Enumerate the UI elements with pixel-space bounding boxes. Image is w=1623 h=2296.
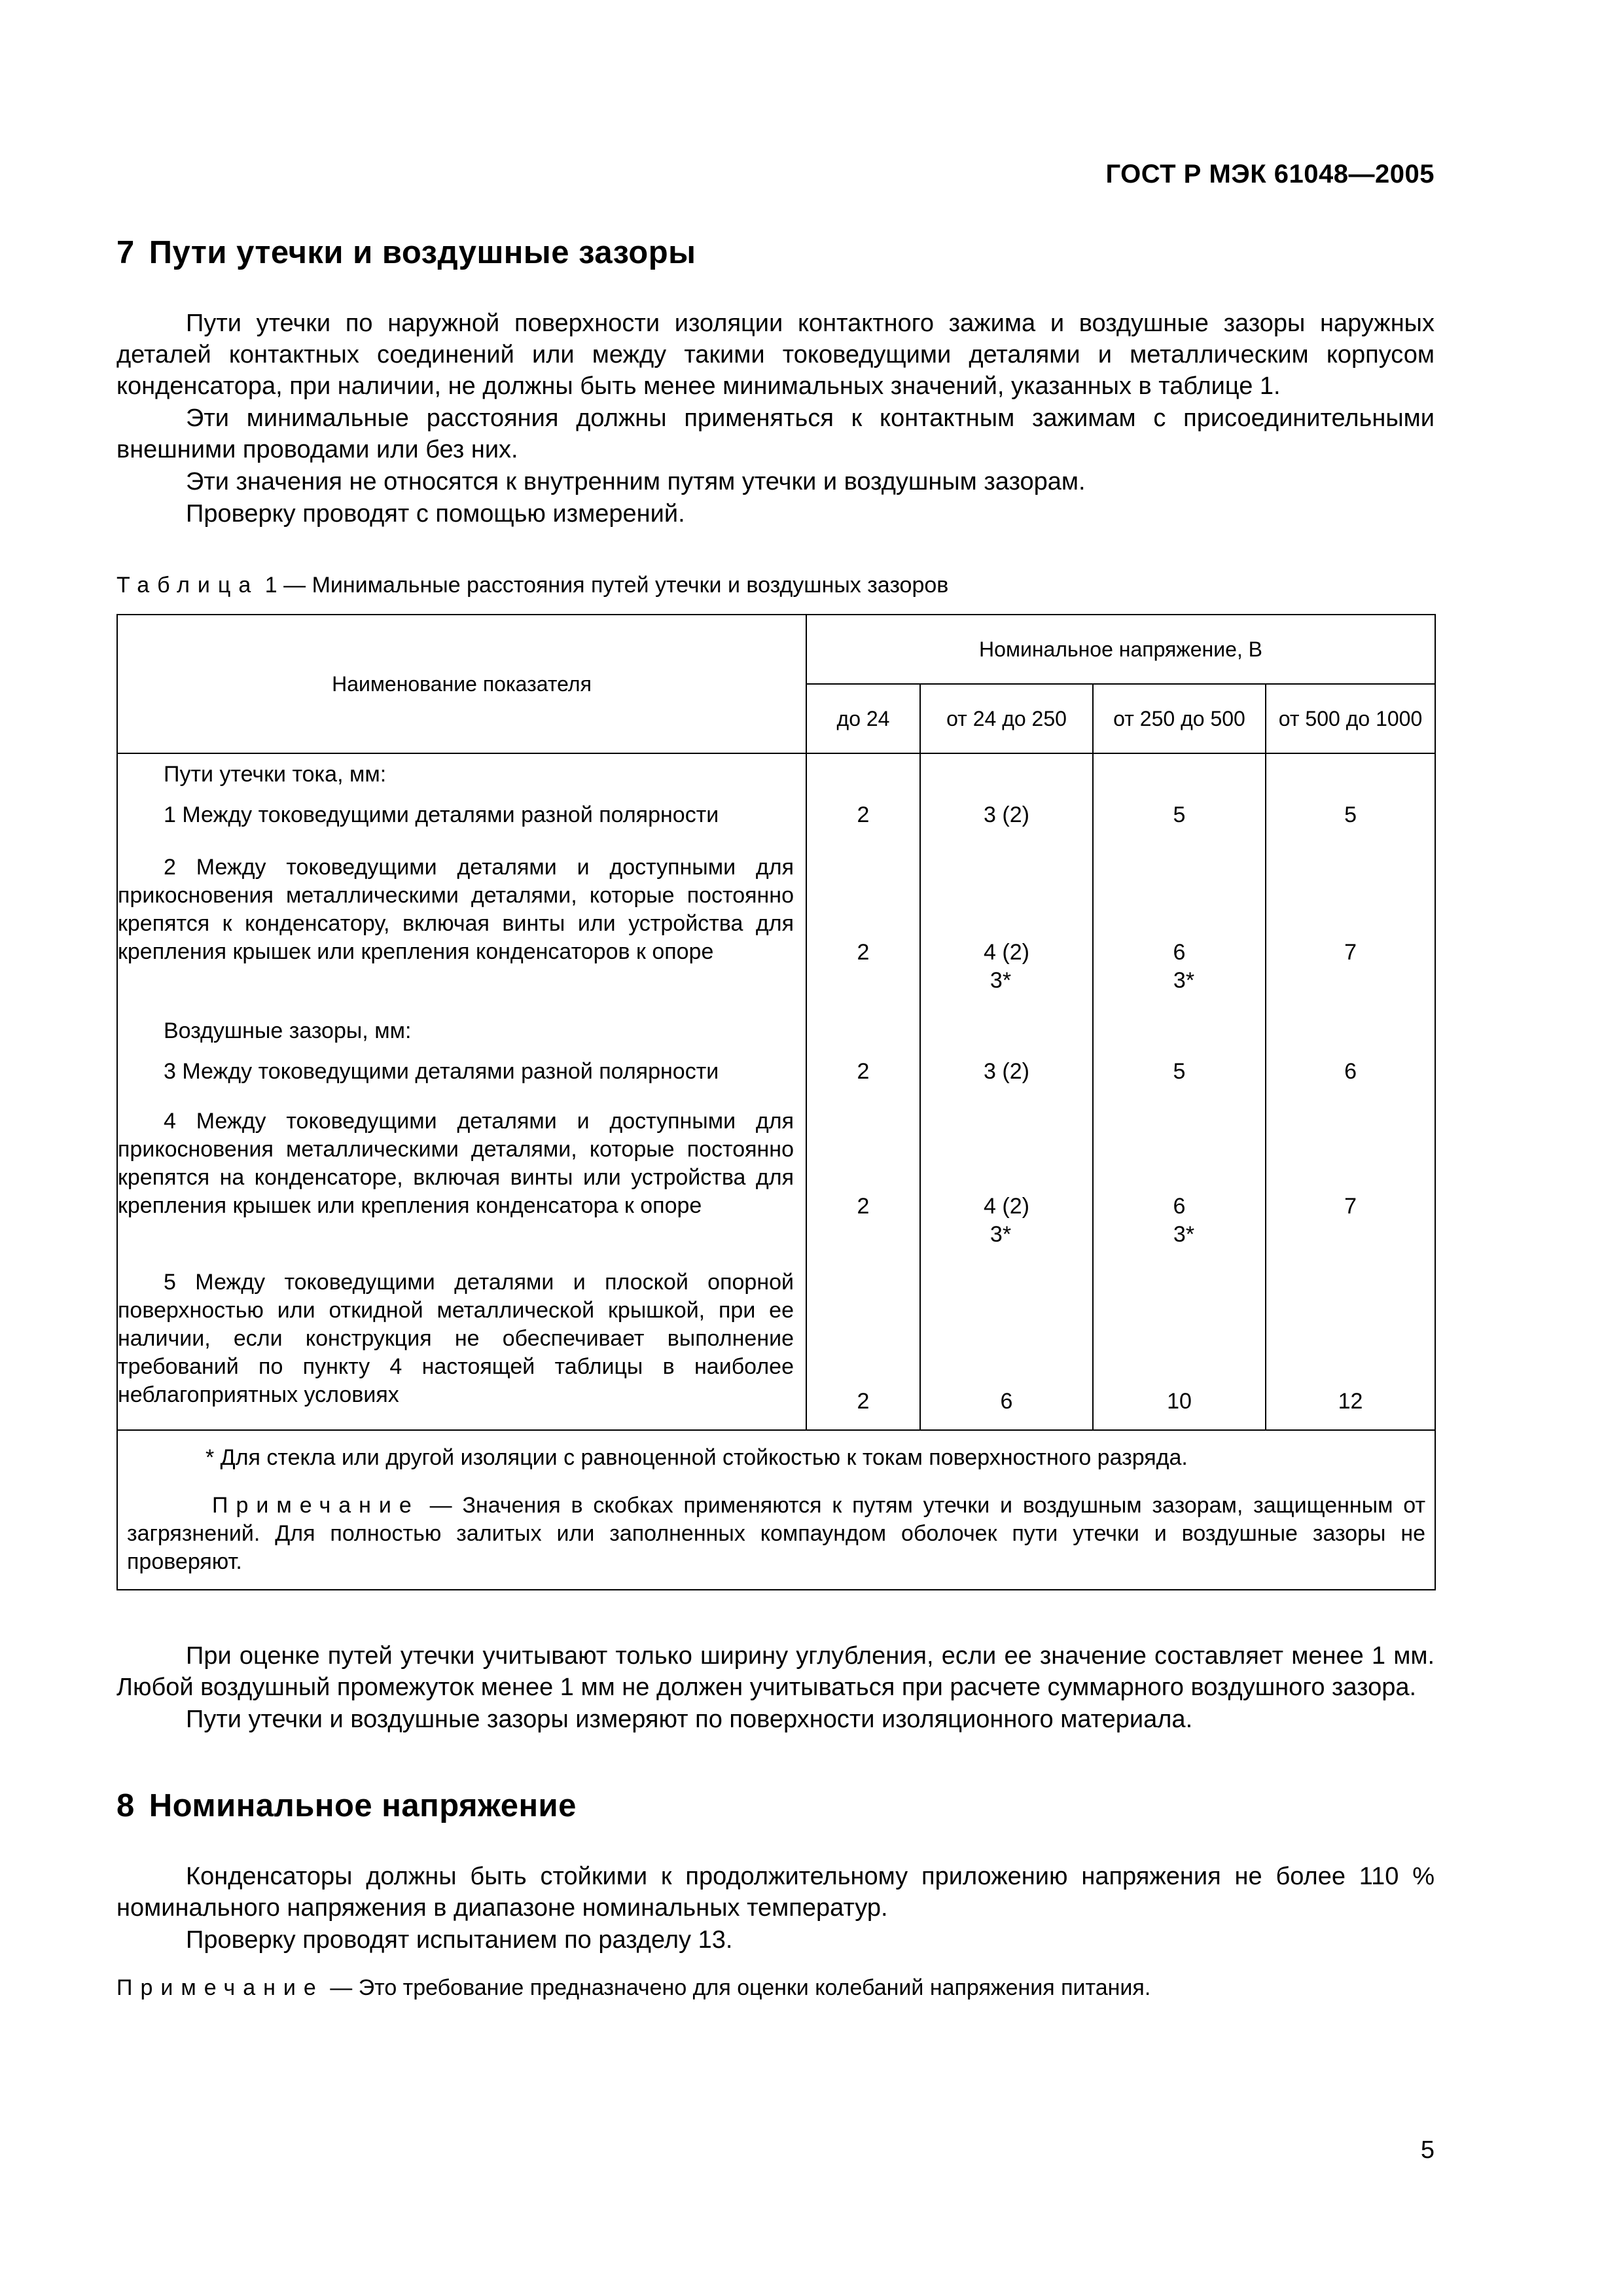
- table-caption-text: 1 — Минимальные расстояния путей утечки и воздушных зазоров: [264, 573, 949, 598]
- table-note: [127, 1492, 1425, 1576]
- table-cell: 2: [857, 940, 870, 965]
- column-header-voltage: Номинальное напряжение, В: [806, 615, 1435, 684]
- table-cell: 2: [857, 802, 870, 827]
- table-value-column: [1093, 753, 1266, 1430]
- table-cell: 4 (2): [984, 1194, 1029, 1219]
- table-cell: 4 (2): [984, 940, 1029, 965]
- page-number: 5: [1420, 2136, 1435, 2164]
- table-value-column: [1266, 753, 1435, 1430]
- section-8-note-text: — Это требование предназначено для оценки колебаний напряжения питания.: [323, 1975, 1151, 2000]
- section-7-paragraph: Пути утечки по наружной поверхности изоляции контактного зажима и воздушные зазоры наружных деталей контактных соединений или между такими токоведущими деталями и металлическим корпусом конденсатора, при наличии, не должны быть менее минимальных значений, указанных в таблице 1.: [116, 310, 1435, 400]
- paragraph: Пути утечки и воздушные зазоры измеряют по поверхности изоляционного материала.: [186, 1706, 1193, 1733]
- section-7-title-text: Пути утечки и воздушные зазоры: [149, 235, 696, 270]
- page-header-standard: ГОСТ Р МЭК 61048—2005: [1105, 160, 1435, 188]
- section-7-paragraph: Эти значения не относятся к внутренним путям утечки и воздушным зазорам.: [186, 468, 1086, 495]
- table-cell: 6: [1344, 1059, 1357, 1084]
- section-7-title: [116, 234, 1435, 271]
- data-table: [116, 614, 1436, 1590]
- table-cell: 5: [1173, 802, 1186, 827]
- table-row-text: 3 Между токоведущими деталями разной полярности: [164, 1059, 719, 1084]
- table-cell-footnote-value: 3*: [1173, 968, 1195, 993]
- table-group-label: Воздушные зазоры, мм:: [164, 1018, 412, 1043]
- section-8-title-text: Номинальное напряжение: [149, 1788, 577, 1823]
- table-cell: 2: [857, 1194, 870, 1219]
- column-header-voltage-range: до 24: [806, 684, 920, 753]
- table-caption-label: Таблица: [116, 573, 259, 598]
- table-cell: 6: [1000, 1389, 1013, 1414]
- section-8-note: [116, 1975, 1435, 2001]
- table-value-column: [920, 753, 1093, 1430]
- section-8-note-label: Примечание: [116, 1975, 324, 2000]
- table-row-text: 1 Между токоведущими деталями разной полярности: [164, 802, 719, 827]
- page-content: [116, 229, 1435, 2001]
- table-cell: 6: [1173, 940, 1186, 965]
- table-value-column: [806, 753, 920, 1430]
- table-cell: 6: [1173, 1194, 1186, 1219]
- section-8-paragraph: Конденсаторы должны быть стойкими к продолжительному приложению напряжения не более 110 % номинального напряжения в диапазоне номинальных температур.: [116, 1863, 1435, 1922]
- table-note-text: — Значения в скобках применяются к путям утечки и воздушным зазорам, защищенным от загрязнений. Для полностью залитых или заполненных компаундом оболочек пути утечки и воздушные зазоры не проверяют.: [127, 1493, 1426, 1574]
- table-cell: 5: [1173, 1059, 1186, 1084]
- paragraph: При оценке путей утечки учитывают только ширину углубления, если ее значение составляет менее 1 мм. Любой воздушный промежуток менее 1 мм не должен учитываться при расчете суммарного воздушного зазора.: [116, 1642, 1435, 1701]
- section-7-paragraph: Эти минимальные расстояния должны применяться к контактным зажимам с присоединительными внешними проводами или без них.: [116, 404, 1435, 463]
- table-cell-footnote-value: 3*: [990, 968, 1012, 993]
- table-note-label: Примечание: [212, 1493, 419, 1518]
- table-cell: 7: [1344, 940, 1357, 965]
- column-header-name: Наименование показателя: [117, 615, 806, 753]
- table-cell: 5: [1344, 802, 1357, 827]
- section-8-paragraph: Проверку проводят испытанием по разделу 13.: [186, 1926, 733, 1954]
- table-footer: [117, 1430, 1435, 1590]
- section-8-number: 8: [116, 1788, 135, 1823]
- table-row-text: 4 Между токоведущими деталями и доступными для прикосновения металлическими деталями, которые постоянно крепятся на конденсаторе, включая винты или устройства для крепления крышек или крепления конденсатора к опоре: [118, 1109, 794, 1218]
- section-7-number: 7: [116, 235, 135, 270]
- table-row-text: 2 Между токоведущими деталями и доступными для прикосновения металлическими деталями, которые постоянно крепятся к конденсатору, включая винты или устройства для крепления крышек или крепления конденсаторов к опоре: [118, 855, 794, 964]
- table-cell: 3 (2): [984, 802, 1029, 827]
- table-cell: 12: [1338, 1389, 1363, 1414]
- after-table-text: [116, 1640, 1435, 1735]
- table-footnote: * Для стекла или другой изоляции с равноценной стойкостью к токам поверхностного разряда.: [205, 1445, 1188, 1470]
- column-header-voltage-range: от 24 до 250: [920, 684, 1093, 753]
- table-cell: 7: [1344, 1194, 1357, 1219]
- table-cell-footnote-value: 3*: [990, 1222, 1012, 1247]
- table-cell: 2: [857, 1059, 870, 1084]
- table-row-text: 5 Между токоведущими деталями и плоской опорной поверхностью или откидной металлической крышкой, при ее наличии, если конструкция не обеспечивает выполнение требований по пункту 4 настоящей таблицы в наиболее неблагоприятных условиях: [118, 1270, 794, 1407]
- table-caption: [116, 573, 1435, 598]
- table-cell-footnote-value: 3*: [1173, 1222, 1195, 1247]
- column-header-voltage-range: от 500 до 1000: [1266, 684, 1435, 753]
- column-header-voltage-range: от 250 до 500: [1093, 684, 1266, 753]
- table-group-label: Пути утечки тока, мм:: [164, 762, 387, 787]
- section-7-paragraph: Проверку проводят с помощью измерений.: [186, 500, 685, 528]
- table-cell: 10: [1167, 1389, 1192, 1414]
- table-cell: 2: [857, 1389, 870, 1414]
- table-row-names: [117, 753, 806, 1430]
- section-8-title: [116, 1787, 1435, 1824]
- table-cell: 3 (2): [984, 1059, 1029, 1084]
